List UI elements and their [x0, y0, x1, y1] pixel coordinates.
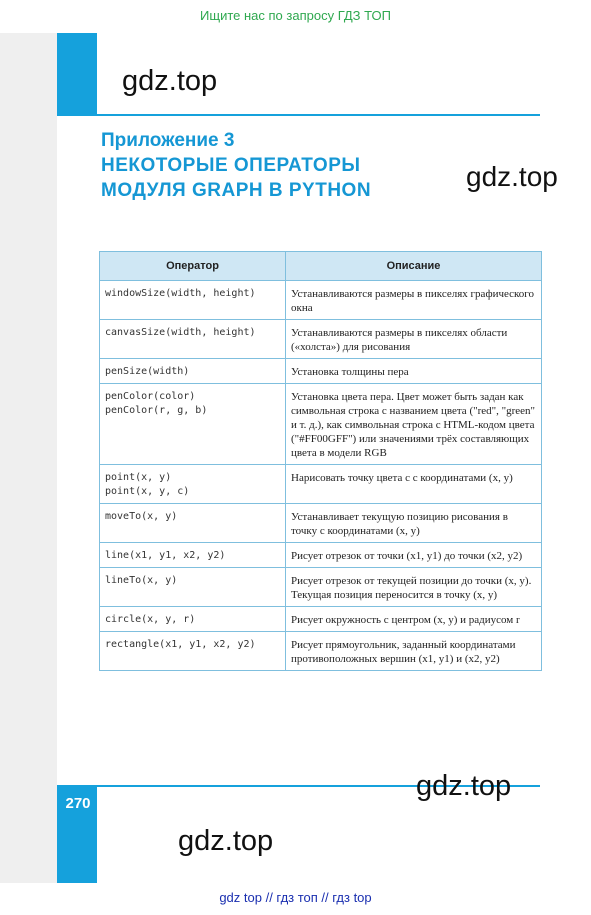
description-cell: Устанавливаются размеры в пикселях области («холста») для рисования	[286, 320, 542, 359]
appendix-heading	[101, 129, 371, 203]
operators-table	[99, 251, 542, 671]
description-cell: Устанавливает текущую позицию рисования в точку с координатами (x, y)	[286, 504, 542, 543]
operator-cell: penSize(width)	[100, 359, 286, 384]
description-cell: Установка толщины пера	[286, 359, 542, 384]
description-cell: Рисует прямоугольник, заданный координатами противоположных вершин (x1, y1) и (x2, y2)	[286, 632, 542, 671]
table-row	[100, 504, 542, 543]
watermark: gdz.top	[416, 770, 512, 802]
description-cell: Рисует отрезок от точки (x1, y1) до точки (x2, y2)	[286, 543, 542, 568]
appendix-subtitle-line1: НЕКОТОРЫЕ ОПЕРАТОРЫ	[101, 155, 361, 176]
watermark: gdz.top	[122, 65, 218, 97]
table-row	[100, 320, 542, 359]
operator-cell: circle(x, y, r)	[100, 607, 286, 632]
appendix-subtitle-line2: МОДУЛЯ GRAPH В PYTHON	[101, 180, 372, 201]
top-accent-bar	[57, 33, 97, 116]
top-rule	[97, 114, 540, 116]
textbook-page	[0, 33, 591, 883]
page-number: 270	[65, 795, 91, 812]
operator-cell: moveTo(x, y)	[100, 504, 286, 543]
operator-cell: line(x1, y1, x2, y2)	[100, 543, 286, 568]
operator-cell: point(x, y) point(x, y, c)	[100, 465, 286, 504]
description-cell: Установка цвета пера. Цвет может быть задан как символьная строка с названием цвета ("red", "green" и т. д.), как символьная строка с HTML-кодом цвета ("#FF00GFF") или значениями трёх составляющих цвета в модели RGB	[286, 384, 542, 465]
footer-links[interactable]: gdz top // гдз топ // гдз top	[219, 890, 372, 905]
description-cell: Рисует отрезок от текущей позиции до точки (x, y). Текущая позиция переносится в точку (x, y)	[286, 568, 542, 607]
operator-cell: rectangle(x1, y1, x2, y2)	[100, 632, 286, 671]
description-cell: Нарисовать точку цвета c с координатами (x, y)	[286, 465, 542, 504]
watermark: gdz.top	[178, 825, 274, 857]
page-left-margin	[0, 33, 57, 883]
table-row	[100, 632, 542, 671]
table-header-row	[100, 252, 542, 281]
operator-cell: canvasSize(width, height)	[100, 320, 286, 359]
operator-cell: lineTo(x, y)	[100, 568, 286, 607]
column-header-description: Описание	[286, 252, 542, 281]
table-row	[100, 359, 542, 384]
table-row	[100, 465, 542, 504]
column-header-operator: Оператор	[100, 252, 286, 281]
table-row	[100, 384, 542, 465]
description-cell: Рисует окружность с центром (x, y) и радиусом r	[286, 607, 542, 632]
table-row	[100, 607, 542, 632]
watermark: gdz.top	[466, 161, 558, 192]
table-row	[100, 543, 542, 568]
operator-cell: penColor(color) penColor(r, g, b)	[100, 384, 286, 465]
description-cell: Устанавливаются размеры в пикселях графического окна	[286, 281, 542, 320]
operator-cell: windowSize(width, height)	[100, 281, 286, 320]
appendix-title: Приложение 3	[101, 130, 235, 151]
table-row	[100, 281, 542, 320]
table-row	[100, 568, 542, 607]
search-hint-banner: Ищите нас по запросу ГДЗ ТОП	[200, 8, 391, 23]
